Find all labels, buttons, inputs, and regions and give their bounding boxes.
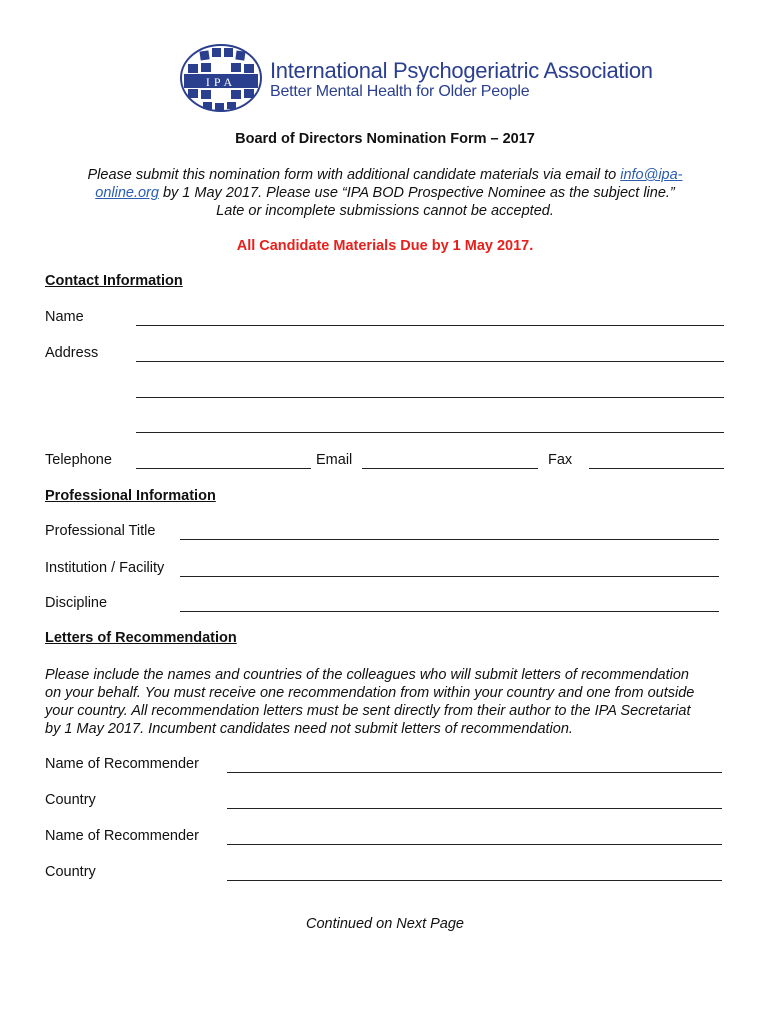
letters-heading: Letters of Recommendation: [45, 630, 237, 646]
address-label: Address: [45, 345, 99, 361]
telephone-field[interactable]: [136, 468, 311, 469]
letters-instructions-line: on your behalf. You must receive one recommendation from within your country and one from outside: [45, 685, 695, 701]
email-label: Email: [316, 452, 353, 468]
professional-title-label: Professional Title: [45, 523, 156, 539]
name-label: Name: [45, 309, 84, 325]
professional-info-heading: Professional Information: [45, 488, 216, 504]
email-field[interactable]: [362, 468, 538, 469]
intro-line-3: Late or incomplete submissions cannot be accepted.: [216, 203, 554, 219]
ipa-globe-logo: [178, 42, 264, 114]
address-field-2[interactable]: [136, 397, 724, 398]
intro-line-1: Please submit this nomination form with additional candidate materials via email to info@ipa-: [87, 167, 683, 183]
continued-note: Continued on Next Page: [306, 916, 464, 932]
address-field-1[interactable]: [136, 361, 724, 362]
letters-instructions: [45, 666, 735, 738]
contact-info-heading: Contact Information: [45, 273, 183, 289]
institution-field[interactable]: [180, 576, 719, 577]
name-field[interactable]: [136, 325, 724, 326]
address-field-3[interactable]: [136, 432, 724, 433]
recommender-2-label: Name of Recommender: [45, 828, 199, 844]
fax-field[interactable]: [589, 468, 724, 469]
telephone-label: Telephone: [45, 452, 112, 468]
discipline-field[interactable]: [180, 611, 719, 612]
institution-label: Institution / Facility: [45, 560, 165, 576]
letters-instructions-line: your country. All recommendation letters must be sent directly from their author to the IPA Secretariat: [45, 703, 691, 719]
email-link[interactable]: info@ipa-: [620, 167, 683, 183]
letters-instructions-line: Please include the names and countries of the colleagues who will submit letters of recommendation: [45, 667, 689, 683]
recommender-1-field[interactable]: [227, 772, 722, 773]
letters-instructions-line: by 1 May 2017. Incumbent candidates need not submit letters of recommendation.: [45, 721, 573, 737]
discipline-label: Discipline: [45, 595, 108, 611]
organization-name: International Psychogeriatric Association: [270, 58, 653, 83]
professional-title-field[interactable]: [180, 539, 719, 540]
country-2-label: Country: [45, 864, 96, 880]
email-link-continued[interactable]: online.org: [95, 185, 159, 201]
country-1-field[interactable]: [227, 808, 722, 809]
recommender-2-field[interactable]: [227, 844, 722, 845]
country-1-label: Country: [45, 792, 96, 808]
due-date-notice: All Candidate Materials Due by 1 May 2017.: [236, 238, 534, 254]
form-title: Board of Directors Nomination Form – 2017: [235, 131, 535, 147]
fax-label: Fax: [548, 452, 573, 468]
country-2-field[interactable]: [227, 880, 722, 881]
recommender-1-label: Name of Recommender: [45, 756, 199, 772]
intro-line-2: online.org by 1 May 2017. Please use “IPA BOD Prospective Nominee as the subject line.”: [95, 185, 675, 201]
ipa-logo-text: IPA: [205, 75, 237, 89]
organization-tagline: Better Mental Health for Older People: [270, 83, 530, 100]
